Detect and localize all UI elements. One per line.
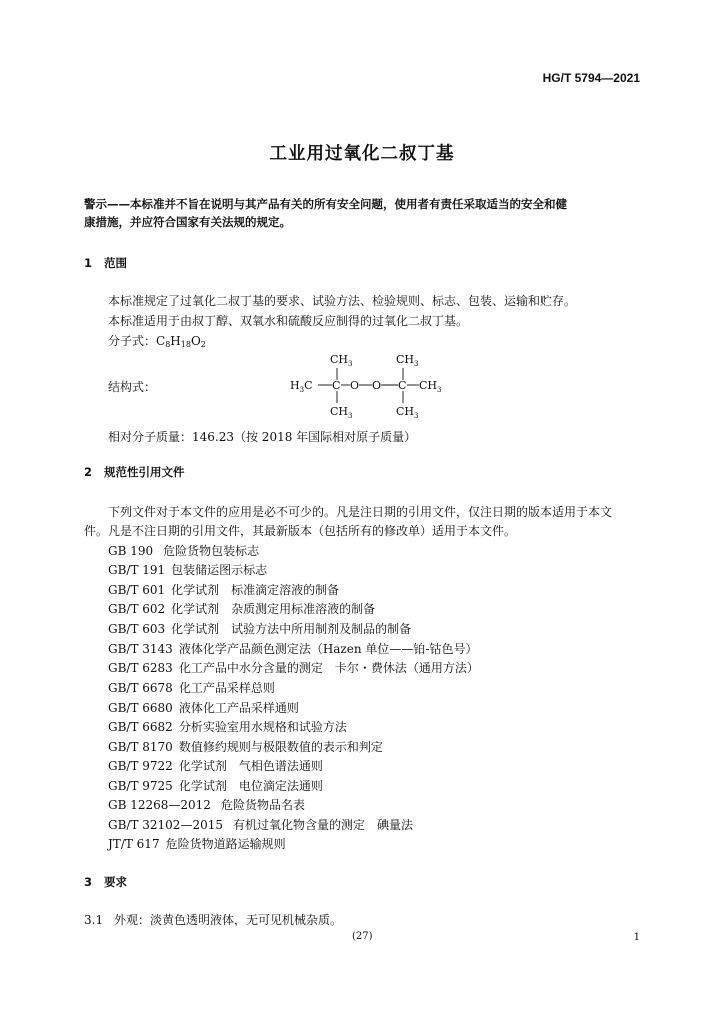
reference-title: 危险货物包装标志: [163, 544, 260, 558]
reference-title: 化学试剂 试验方法中所用制剂及制品的制备: [171, 622, 412, 636]
formula-c: C: [156, 334, 166, 348]
reference-code: GB/T 32102—2015: [108, 818, 223, 832]
structural-formula: [285, 349, 465, 421]
structure-label: 结构式：: [108, 380, 157, 394]
reference-item: [108, 542, 259, 559]
reference-title: 有机过氧化物含量的测定 碘量法: [232, 818, 413, 832]
reference-item: [108, 816, 413, 833]
formula-h-count: 18: [180, 340, 191, 349]
reference-code: GB/T 602: [108, 602, 166, 616]
section-3-heading: [84, 874, 127, 890]
reference-code: GB/T 603: [108, 622, 166, 636]
warning-line-2: 康措施，并应符合国家有关法规的规定。: [84, 215, 291, 229]
section-number: 2: [84, 465, 93, 479]
reference-item: [108, 757, 323, 774]
reference-code: JT/T 617: [108, 837, 160, 851]
right-quaternary-carbon: C: [398, 379, 407, 392]
section-2-heading: [84, 464, 185, 480]
reference-title: 危险货物品名表: [220, 798, 305, 812]
warning-line-1: 警示——本标准并不旨在说明与其产品有关的所有安全问题，使用者有责任采取适当的安全和健: [84, 197, 567, 211]
reference-title: 化学试剂 标准滴定溶液的制备: [171, 583, 340, 597]
molecular-formula: [108, 332, 206, 349]
reference-title: 液体化工产品采样通则: [178, 701, 299, 715]
peroxide-oxygen-2: O: [372, 379, 382, 392]
reference-code: GB/T 9722: [108, 759, 173, 773]
reference-title: 化学试剂 电位滴定法通则: [178, 779, 323, 793]
reference-code: GB/T 8170: [108, 740, 173, 754]
scope-paragraph-2: 本标准适用于由叔丁醇、双氧水和硫酸反应制得的过氧化二叔丁基。: [108, 314, 469, 328]
relative-molecular-mass: 相对分子质量：146.23（按 2018 年国际相对原子质量）: [108, 430, 417, 444]
reference-item: [108, 835, 286, 852]
reference-item: [108, 640, 477, 657]
section-title: 范围: [104, 256, 127, 270]
reference-title: 化工产品中水分含量的测定 卡尔・费休法（通用方法）: [178, 661, 479, 675]
reference-title: 化工产品采样总则: [178, 681, 275, 695]
reference-title: 分析实验室用水规格和试验方法: [178, 720, 347, 734]
reference-title: 液体化学产品颜色测定法（Hazen 单位——铂-钴色号）: [178, 642, 478, 656]
reference-code: GB/T 6680: [108, 701, 173, 715]
reference-item: [108, 699, 299, 716]
section-number: 1: [84, 256, 93, 270]
references-intro-line-2: 件。凡是不注日期的引用文件，其最新版本（包括所有的修改单）适用于本文件。: [84, 524, 517, 538]
reference-item: [108, 796, 305, 813]
clause-text: 外观：淡黄色透明液体，无可见机械杂质。: [114, 913, 343, 927]
top-right-methyl: $CH_3$: [396, 353, 419, 368]
page-number: 1: [633, 932, 640, 943]
reference-item: [108, 679, 275, 696]
section-number: 3: [84, 875, 93, 889]
reference-item: [108, 561, 267, 578]
reference-code: GB/T 601: [108, 583, 166, 597]
reference-code: GB/T 9725: [108, 779, 173, 793]
section-1-heading: [84, 255, 127, 271]
references-intro-line-1: 下列文件对于本文件的应用是必不可少的。凡是注日期的引用文件，仅注日期的版本适用于本文: [108, 505, 613, 519]
reference-title: 化学试剂 杂质测定用标准溶液的制备: [171, 602, 376, 616]
formula-h: H: [170, 334, 181, 348]
clause-number: 3.1: [84, 913, 104, 927]
reference-item: [108, 600, 375, 617]
bottom-right-methyl: $CH_3$: [396, 405, 419, 420]
reference-item: [108, 581, 339, 598]
reference-code: GB/T 3143: [108, 642, 173, 656]
formula-o: O: [190, 334, 201, 348]
reference-title: 包装储运图示标志: [171, 563, 268, 577]
reference-title: 数值修约规则与极限数值的表示和判定: [178, 740, 383, 754]
reference-item: [108, 718, 347, 735]
formula-o-count: 2: [200, 340, 206, 349]
left-quaternary-carbon: C: [332, 379, 341, 392]
reference-code: GB/T 6682: [108, 720, 173, 734]
document-title: 工业用过氧化二叔丁基: [269, 144, 455, 164]
reference-item: [108, 738, 383, 755]
top-left-methyl: $CH_3$: [330, 353, 353, 368]
section-title: 规范性引用文件: [104, 465, 185, 479]
section-title: 要求: [104, 875, 127, 889]
reference-code: GB 12268—2012: [108, 798, 211, 812]
bottom-left-methyl: $CH_3$: [330, 405, 353, 420]
peroxide-oxygen-1: O: [350, 379, 360, 392]
reference-code: GB/T 6283: [108, 661, 173, 675]
reference-item: [108, 659, 479, 676]
right-methyl: $CH_3$: [419, 379, 442, 394]
scope-paragraph-1: 本标准规定了过氧化二叔丁基的要求、试验方法、检验规则、标志、包装、运输和贮存。: [108, 294, 577, 308]
reference-title: 危险货物道路运输规则: [165, 837, 286, 851]
sheet-number: (27): [352, 931, 373, 942]
clause-3-1: [84, 911, 342, 928]
reference-title: 化学试剂 气相色谱法通则: [178, 759, 323, 773]
reference-item: [108, 620, 411, 637]
reference-code: GB/T 6678: [108, 681, 173, 695]
left-methyl: $H_3C$: [290, 379, 313, 394]
formula-label: 分子式：: [108, 334, 157, 348]
reference-code: GB 190: [108, 544, 154, 558]
reference-item: [108, 777, 323, 794]
standard-code: HG/T 5794—2021: [542, 71, 640, 85]
formula-c-count: 8: [165, 340, 171, 349]
reference-code: GB/T 191: [108, 563, 166, 577]
